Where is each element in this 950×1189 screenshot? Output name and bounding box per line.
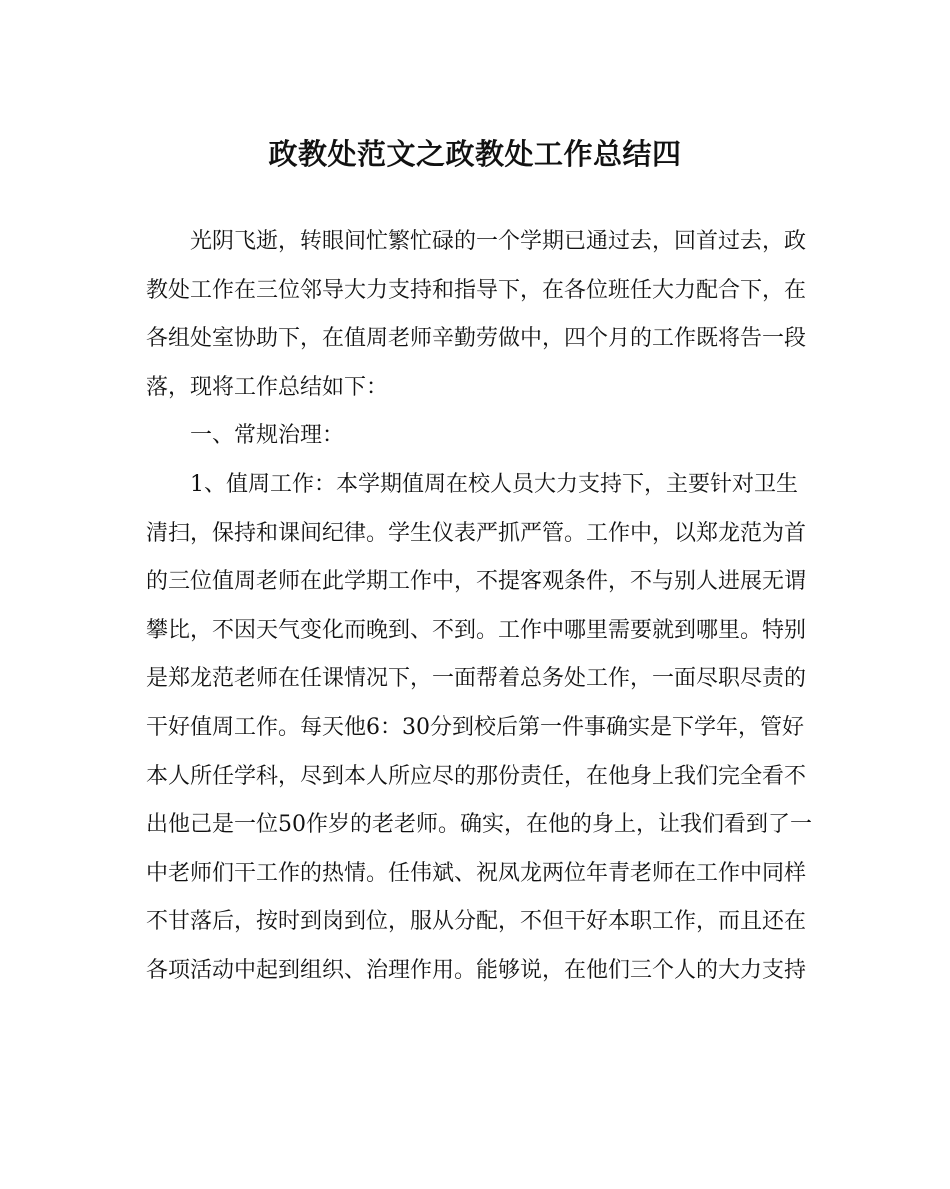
paragraph-line: 1、值周工作：本学期值周在校人员大力支持下，主要针对卫生: [190, 471, 798, 497]
paragraph-line: 的三位值周老师在此学期工作中，不提客观条件，不与别人进展无谓: [146, 569, 807, 595]
paragraph-line: 各组处室协助下，在值周老师辛勤劳做中，四个月的工作既将告一段: [146, 326, 807, 352]
paragraph-line: 不甘落后，按时到岗到位，服从分配，不但干好本职工作，而且还在: [146, 909, 807, 935]
paragraph-line: 落，现将工作总结如下：: [146, 374, 389, 400]
paragraph-line: 各项活动中起到组织、治理作用。能够说，在他们三个人的大力支持: [146, 957, 807, 983]
paragraph-line: 中老师们干工作的热情。任伟斌、祝凤龙两位年青老师在工作中同样: [146, 860, 807, 886]
paragraph-line: 本人所任学科，尽到本人所应尽的那份责任，在他身上我们完全看不: [146, 763, 807, 789]
paragraph-line: 清扫，保持和课间纪律。学生仪表严抓严管。工作中，以郑龙范为首: [146, 520, 807, 546]
paragraph-line: 攀比，不因天气变化而晚到、不到。工作中哪里需要就到哪里。特别: [146, 617, 807, 643]
paragraph-line: 光阴飞逝，转眼间忙繁忙碌的一个学期已通过去，回首过去，政: [190, 229, 807, 254]
paragraph-line: 是郑龙范老师在任课情况下，一面帮着总务处工作，一面尽职尽责的: [146, 666, 807, 692]
document-body: [146, 218, 814, 996]
paragraph-line: 干好值周工作。每天他6：30分到校后第一件事确实是下学年，管好: [146, 714, 804, 740]
paragraph-line: 出他己是一位50作岁的老老师。确实，在他的身上，让我们看到了一: [146, 812, 812, 838]
document-title: 政教处范文之政教处工作总结四: [268, 137, 682, 171]
paragraph-line: 教处工作在三位邻导大力支持和指导下，在各位班任大力配合下，在: [146, 277, 807, 303]
section-heading: 一、常规治理：: [190, 423, 345, 449]
